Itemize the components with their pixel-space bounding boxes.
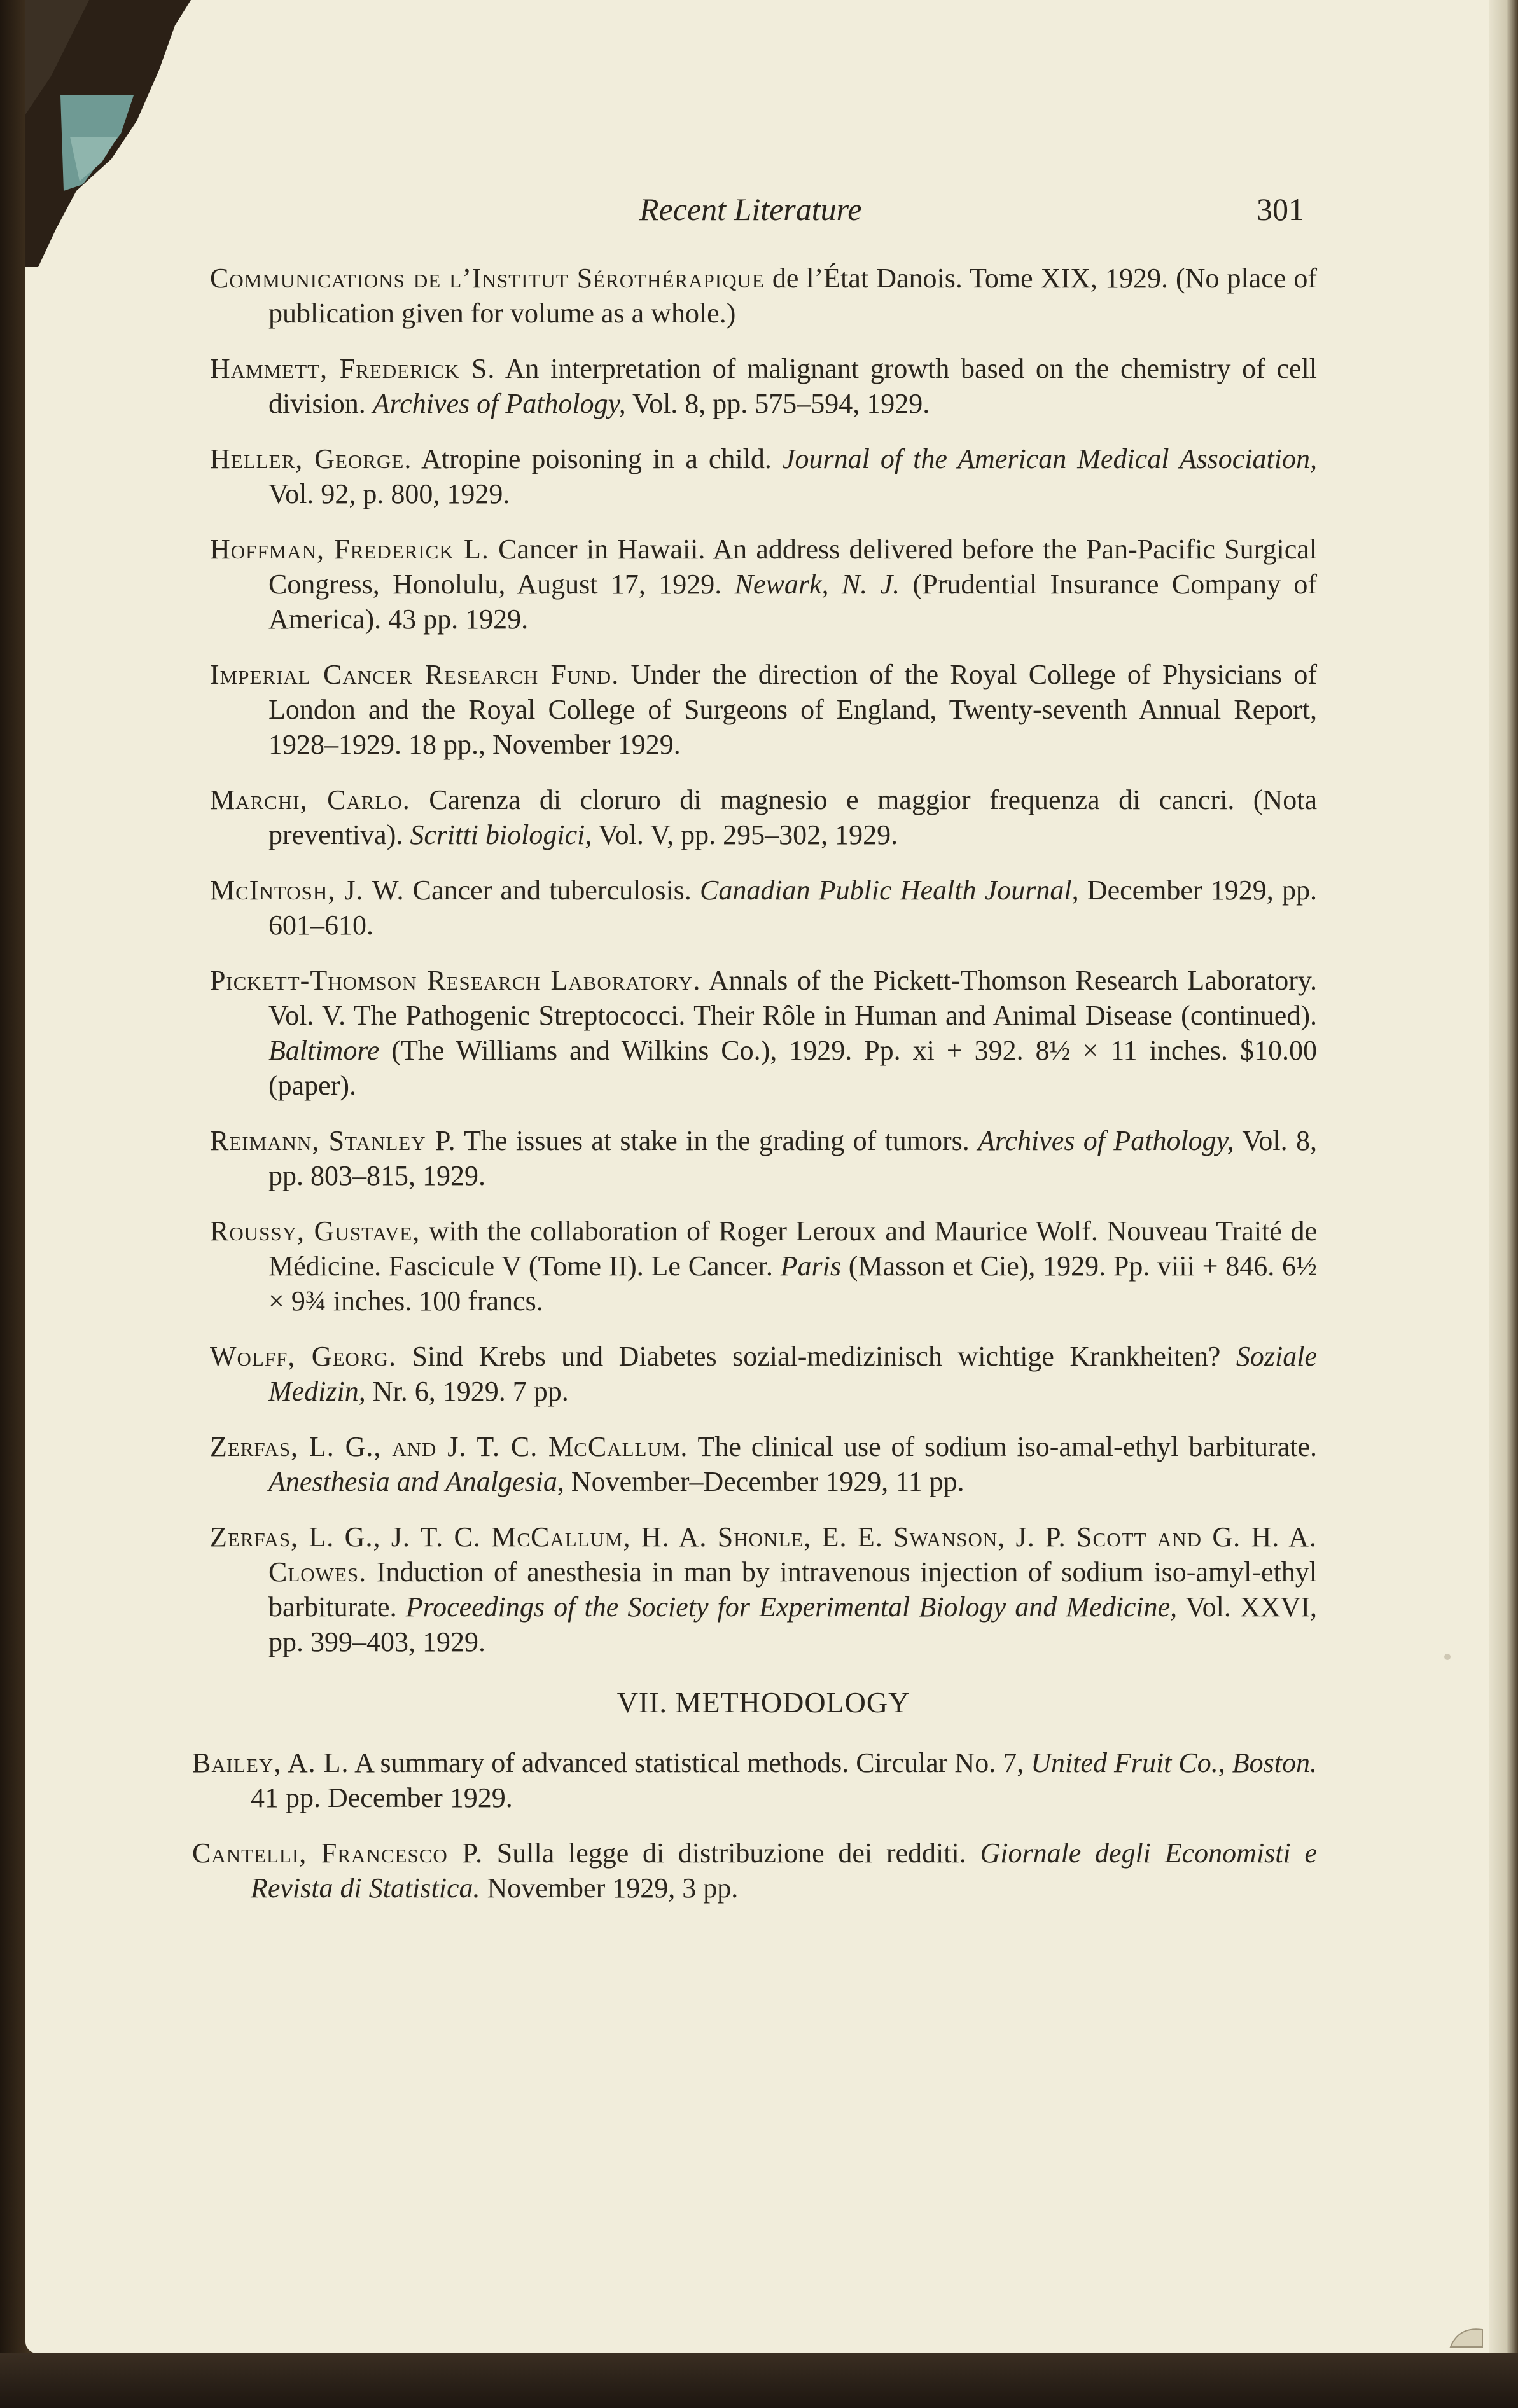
citation <box>210 1429 1317 1499</box>
citation-author: Hoffman, Frederick L. <box>210 534 489 565</box>
citation-details: 41 pp. December 1929. <box>251 1782 513 1813</box>
citation-text: The clinical use of sodium iso-amal-ethyl barbiturate. <box>688 1431 1317 1462</box>
scan-right-edge <box>1489 0 1518 2408</box>
citation-text: Induction of anesthesia in man by intravenous injection of sodium iso-amyl-ethyl barbiturate. <box>268 1556 1317 1623</box>
running-head <box>0 191 1518 235</box>
citation <box>192 1745 1317 1815</box>
citation-author: Zerfas, L. G., J. T. C. McCallum, H. A. Shonle, E. E. Swanson, J. P. Scott and G. H. A. Clowes. <box>210 1521 1317 1588</box>
citation <box>210 1214 1317 1318</box>
section-heading: VII. METHODOLOGY <box>616 1686 910 1719</box>
scan-bottom-edge <box>0 2353 1518 2408</box>
citation-journal: Soziale Medizin, <box>268 1341 1318 1407</box>
citation <box>210 657 1317 762</box>
citation-text: An interpretation of malignant growth based on the chemistry of cell division. <box>268 353 1317 419</box>
citation-place: Paris <box>780 1250 842 1282</box>
citation <box>210 963 1317 1103</box>
citation-details: Vol. 8, pp. 575–594, 1929. <box>625 388 930 419</box>
citation-author: Reimann, Stanley P. <box>210 1125 456 1156</box>
citation <box>192 1836 1317 1906</box>
citation <box>210 782 1317 852</box>
citation-author: McIntosh, J. W. <box>210 875 405 906</box>
citation <box>210 441 1317 511</box>
citation-journal: Proceedings of the Society for Experimental Biology and Medicine, <box>405 1591 1178 1623</box>
citation <box>210 1123 1317 1193</box>
citation <box>210 261 1317 331</box>
page-number: 301 <box>1257 191 1304 227</box>
citation-journal: Anesthesia and Analgesia, <box>268 1466 564 1497</box>
citation-publisher: United Fruit Co., Boston. <box>1031 1747 1317 1778</box>
citation-text: Cancer in Hawaii. An address delivered before the Pan-Pacific Surgical Congress, Honolulu, August 17, 1929. <box>268 534 1317 600</box>
citation-author: Zerfas, L. G., and J. T. C. McCallum. <box>210 1431 688 1462</box>
citation-author: Bailey, A. L. <box>192 1747 349 1778</box>
citation-place: Newark, N. J. <box>734 569 900 600</box>
citation-text: with the collaboration of Roger Leroux and Maurice Wolf. Nouveau Traité de Médicine. Fascicule V (Tome II). Le Cancer. <box>268 1215 1318 1282</box>
citation <box>210 532 1317 637</box>
citation-text: Carenza di cloruro di magnesio e maggior frequenza di cancri. (Nota preventiva). <box>268 784 1317 850</box>
citation-author: Heller, George. <box>210 443 412 474</box>
citation <box>210 1339 1317 1409</box>
citation-text: de l’État Danois. Tome XIX, 1929. (No place of publication given for volume as a whole.) <box>268 263 1317 329</box>
citation-author: Communications de l’Institut Sérothérapique <box>210 263 765 294</box>
citation-author: Imperial Cancer Research Fund. <box>210 659 620 690</box>
citation-text: Annals of the Pickett-Thomson Research Laboratory. Vol. V. The Pathogenic Streptococci. Their Rôle in Human and Animal Disease (continued). <box>268 965 1317 1031</box>
citation-journal: Scritti biologici, <box>410 819 592 850</box>
citation <box>210 351 1317 421</box>
citation-journal: Archives of Pathology, <box>372 388 626 419</box>
citation-text: Sulla legge di distribuzione dei redditi. <box>483 1837 980 1869</box>
citation-journal: Giornale degli Economisti e Revista di Statistica. <box>251 1837 1317 1904</box>
citation-text: The issues at stake in the grading of tumors. <box>456 1125 978 1156</box>
citation-place: Baltimore <box>268 1035 380 1066</box>
citation-details: November–December 1929, 11 pp. <box>564 1466 964 1497</box>
citation-journal: Canadian Public Health Journal, <box>699 875 1079 906</box>
citation-details: Vol. XXVI, pp. 399–403, 1929. <box>268 1591 1317 1657</box>
citation-details: November 1929, 3 pp. <box>480 1872 739 1904</box>
citation-text: Sind Krebs und Diabetes sozial-medizinisch wichtige Krankheiten? <box>396 1341 1236 1372</box>
citation-author: Marchi, Carlo. <box>210 784 410 815</box>
paper-speck <box>1444 1654 1451 1660</box>
citation-author: Hammett, Frederick S. <box>210 353 496 384</box>
citation-text: Under the direction of the Royal College of Physicians of London and the Royal College of Surgeons of England, Twenty-seventh Annual Report, 1928–1929. 18 pp., November 1929. <box>268 659 1317 760</box>
citation-author: Pickett-Thomson Research Laboratory. <box>210 965 701 996</box>
citation-details: Nr. 6, 1929. 7 pp. <box>365 1376 569 1407</box>
citation-text: Atropine poisoning in a child. <box>412 443 783 474</box>
citation-author: Cantelli, Francesco P. <box>192 1837 484 1869</box>
citation-details: Vol. 8, pp. 803–815, 1929. <box>268 1125 1317 1191</box>
running-head-title: Recent Literature <box>639 191 862 227</box>
citation-text: A summary of advanced statistical methods. Circular No. 7, <box>349 1747 1031 1778</box>
citation-details: Vol. 92, p. 800, 1929. <box>268 478 510 509</box>
citation-journal: Archives of Pathology, <box>978 1125 1234 1156</box>
citation-text: Cancer and tuberculosis. <box>404 875 700 906</box>
citation-details: (Prudential Insurance Company of America). 43 pp. 1929. <box>268 569 1317 635</box>
citation-details: (Masson et Cie), 1929. Pp. viii + 846. 6½ × 9¾ inches. 100 francs. <box>268 1250 1317 1317</box>
bibliography <box>192 261 1318 1926</box>
citation-author: Wolff, Georg. <box>210 1341 396 1372</box>
citation-details: Vol. V, pp. 295–302, 1929. <box>592 819 898 850</box>
citation-details: (The Williams and Wilkins Co.), 1929. Pp. xi + 392. 8½ × 11 inches. $10.00 (paper). <box>268 1035 1317 1101</box>
methodology-list <box>192 1745 1317 1906</box>
citation <box>210 873 1317 943</box>
citation <box>210 1519 1317 1659</box>
citation-details: December 1929, pp. 601–610. <box>268 875 1317 941</box>
citation-author: Roussy, Gustave, <box>210 1215 421 1247</box>
citation-journal: Journal of the American Medical Association, <box>782 443 1318 474</box>
